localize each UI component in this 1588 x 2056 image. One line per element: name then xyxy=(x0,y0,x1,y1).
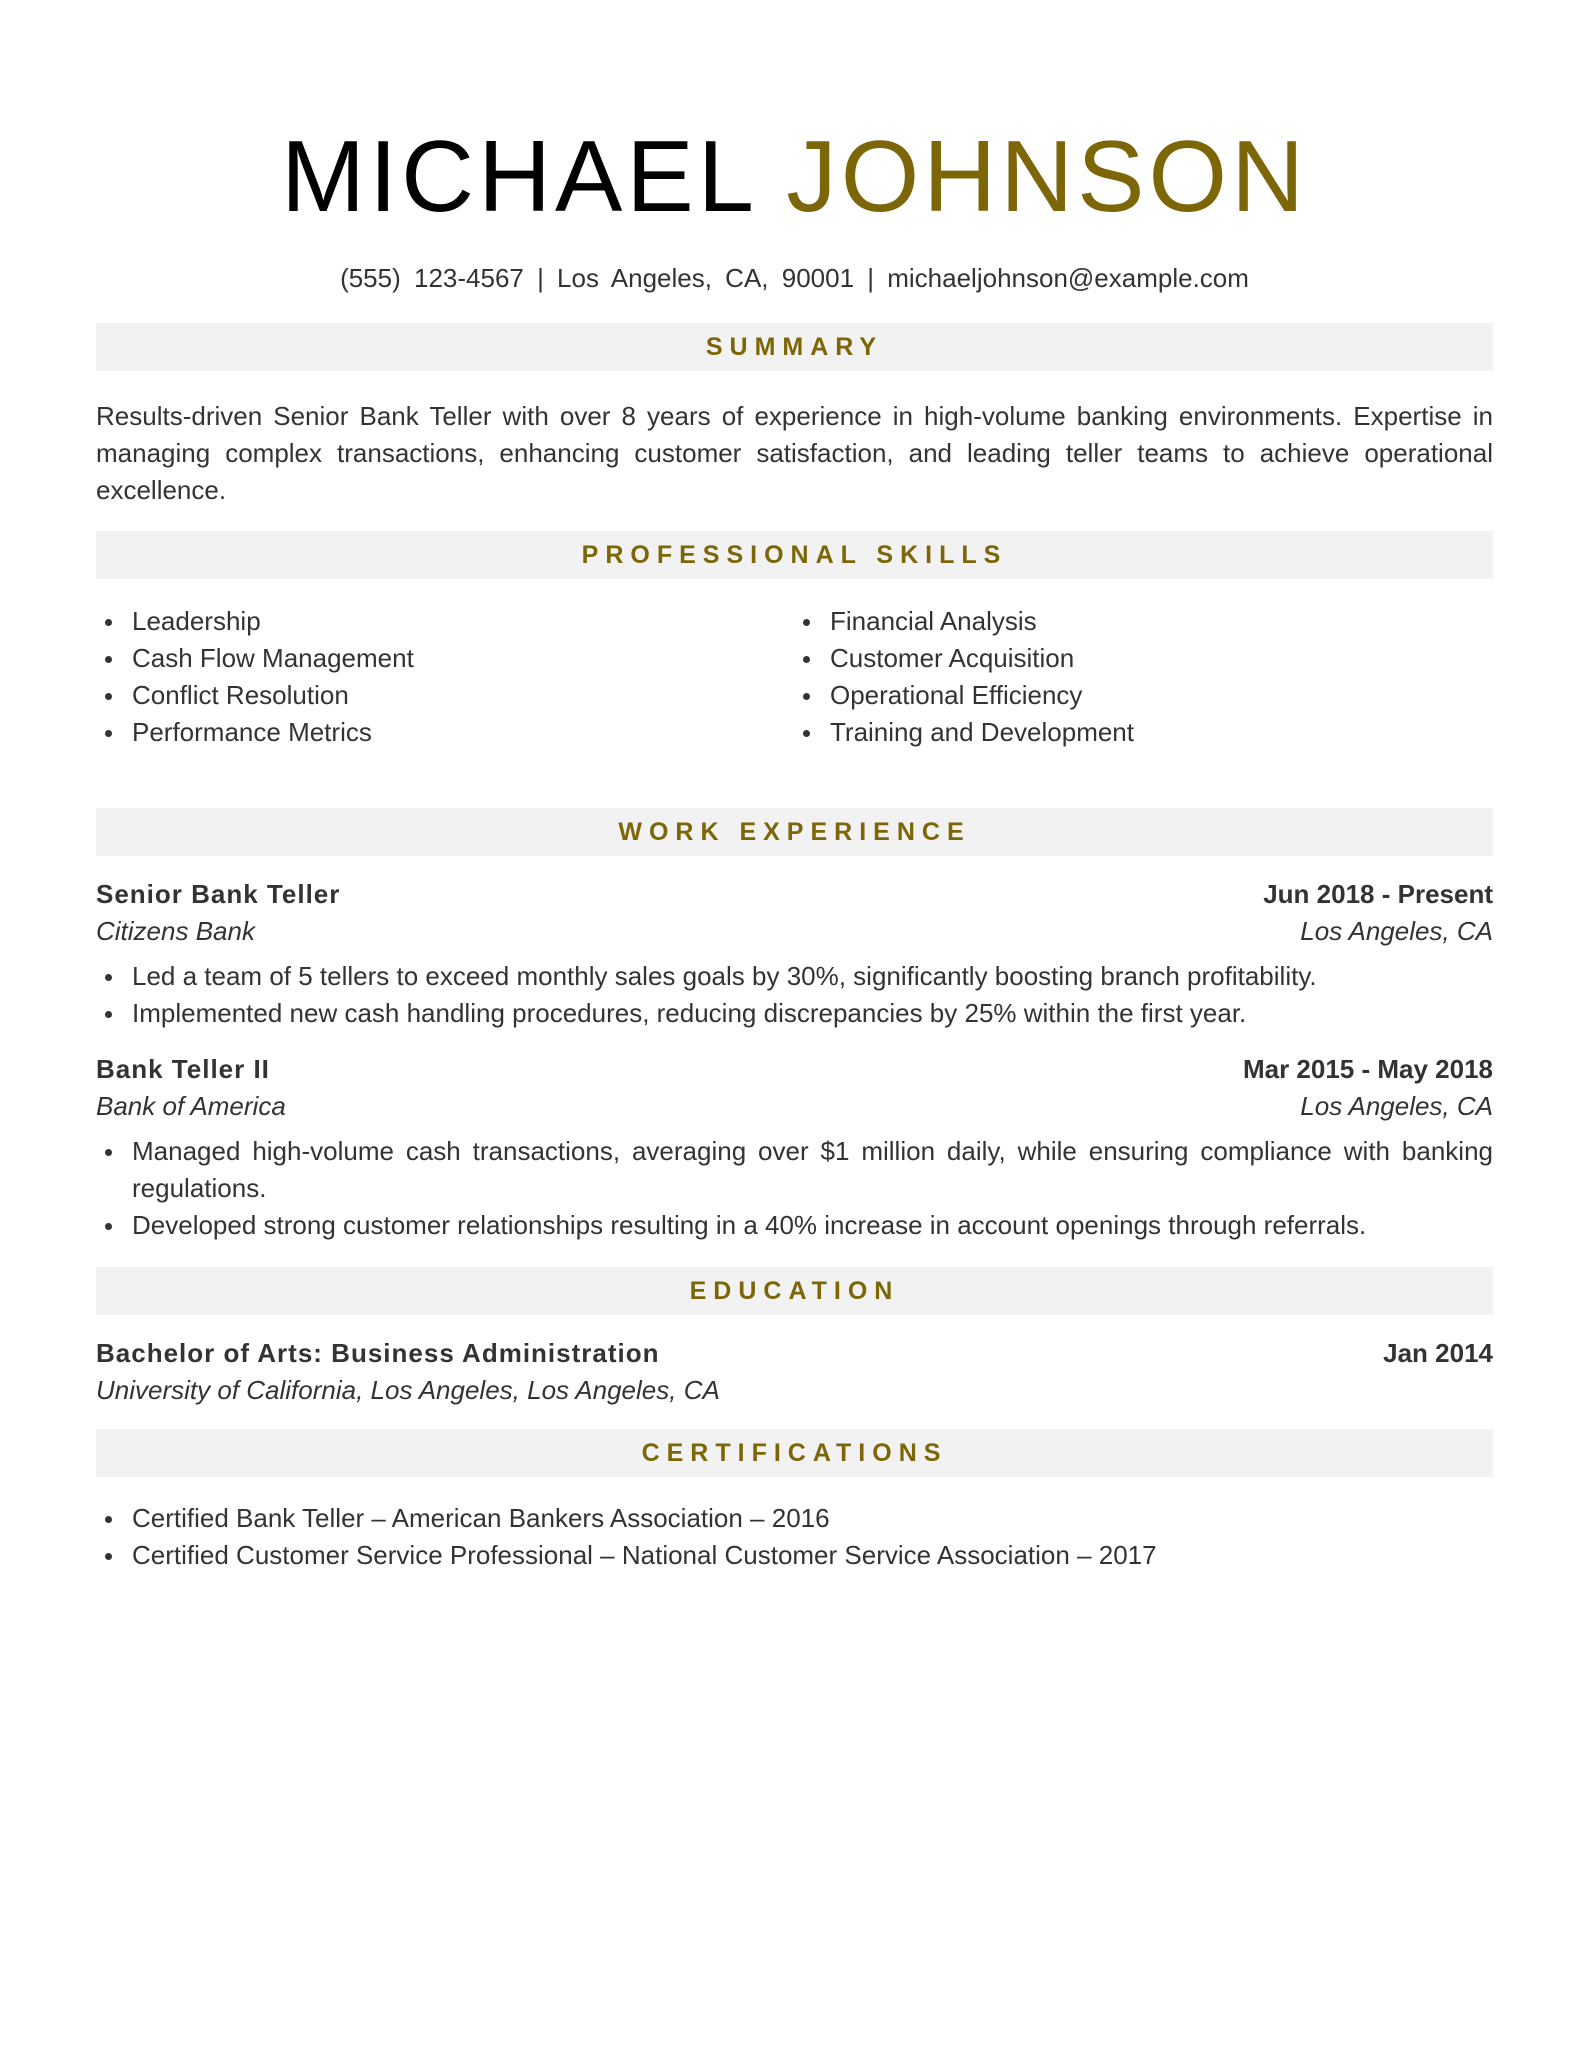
skill-item: Performance Metrics xyxy=(96,714,794,751)
degree: Bachelor of Arts: Business Administration xyxy=(96,1338,660,1368)
summary-heading: SUMMARY xyxy=(96,323,1493,371)
skill-item: Conflict Resolution xyxy=(96,677,794,714)
job-bullet: Implemented new cash handling procedures, reducing discrepancies by 25% within the first year. xyxy=(96,995,1493,1032)
school: University of California, Los Angeles, Los Angeles, CA xyxy=(96,1375,720,1405)
job-location: Los Angeles, CA xyxy=(1300,916,1493,946)
skill-item: Operational Efficiency xyxy=(794,677,1492,714)
skill-item: Customer Acquisition xyxy=(794,640,1492,677)
job-location: Los Angeles, CA xyxy=(1300,1091,1493,1121)
job-title: Senior Bank Teller xyxy=(96,879,341,909)
candidate-name xyxy=(96,122,1493,232)
job-company: Bank of America xyxy=(96,1091,286,1121)
education-entry xyxy=(96,1335,1493,1409)
job-bullet: Managed high-volume cash transactions, averaging over $1 million daily, while ensuring compliance with banking regulations. xyxy=(96,1133,1493,1207)
job-company: Citizens Bank xyxy=(96,916,255,946)
skill-item: Training and Development xyxy=(794,714,1492,751)
job-bullet: Developed strong customer relationships resulting in a 40% increase in account openings through referrals. xyxy=(96,1207,1493,1244)
skills-column-right xyxy=(794,603,1492,751)
job-bullet: Led a team of 5 tellers to exceed monthly sales goals by 30%, significantly boosting branch profitability. xyxy=(96,958,1493,995)
skill-item: Financial Analysis xyxy=(794,603,1492,640)
skills-list xyxy=(96,603,1493,751)
certifications-list xyxy=(96,1500,1493,1574)
skill-item: Leadership xyxy=(96,603,794,640)
skill-item: Cash Flow Management xyxy=(96,640,794,677)
job-bullets xyxy=(96,958,1493,1032)
certification-item: Certified Bank Teller – American Bankers Association – 2016 xyxy=(96,1500,1493,1537)
job-bullets xyxy=(96,1133,1493,1244)
certifications-heading: CERTIFICATIONS xyxy=(96,1429,1493,1477)
graduation-date: Jan 2014 xyxy=(1383,1338,1493,1368)
skills-heading: PROFESSIONAL SKILLS xyxy=(96,531,1493,579)
last-name: JOHNSON xyxy=(786,121,1309,233)
first-name: MICHAEL xyxy=(280,121,755,233)
job-title: Bank Teller II xyxy=(96,1054,270,1084)
resume-page xyxy=(96,0,1493,1574)
summary-text: Results-driven Senior Bank Teller with over 8 years of experience in high-volume banking environments. Expertise in managing complex transactions, enhancing customer satisfaction, and leading teller teams to achieve operational excellence. xyxy=(96,401,1493,505)
contact-info: (555) 123-4567 | Los Angeles, CA, 90001 | michaeljohnson@example.com xyxy=(340,263,1249,293)
job-dates: Mar 2015 - May 2018 xyxy=(1242,1054,1493,1084)
job-entry xyxy=(96,876,1493,1032)
certification-item: Certified Customer Service Professional – National Customer Service Association – 2017 xyxy=(96,1537,1493,1574)
job-entry xyxy=(96,1051,1493,1244)
education-heading: EDUCATION xyxy=(96,1267,1493,1315)
experience-heading: WORK EXPERIENCE xyxy=(96,808,1493,856)
job-dates: Jun 2018 - Present xyxy=(1263,879,1493,909)
skills-column-left xyxy=(96,603,794,751)
